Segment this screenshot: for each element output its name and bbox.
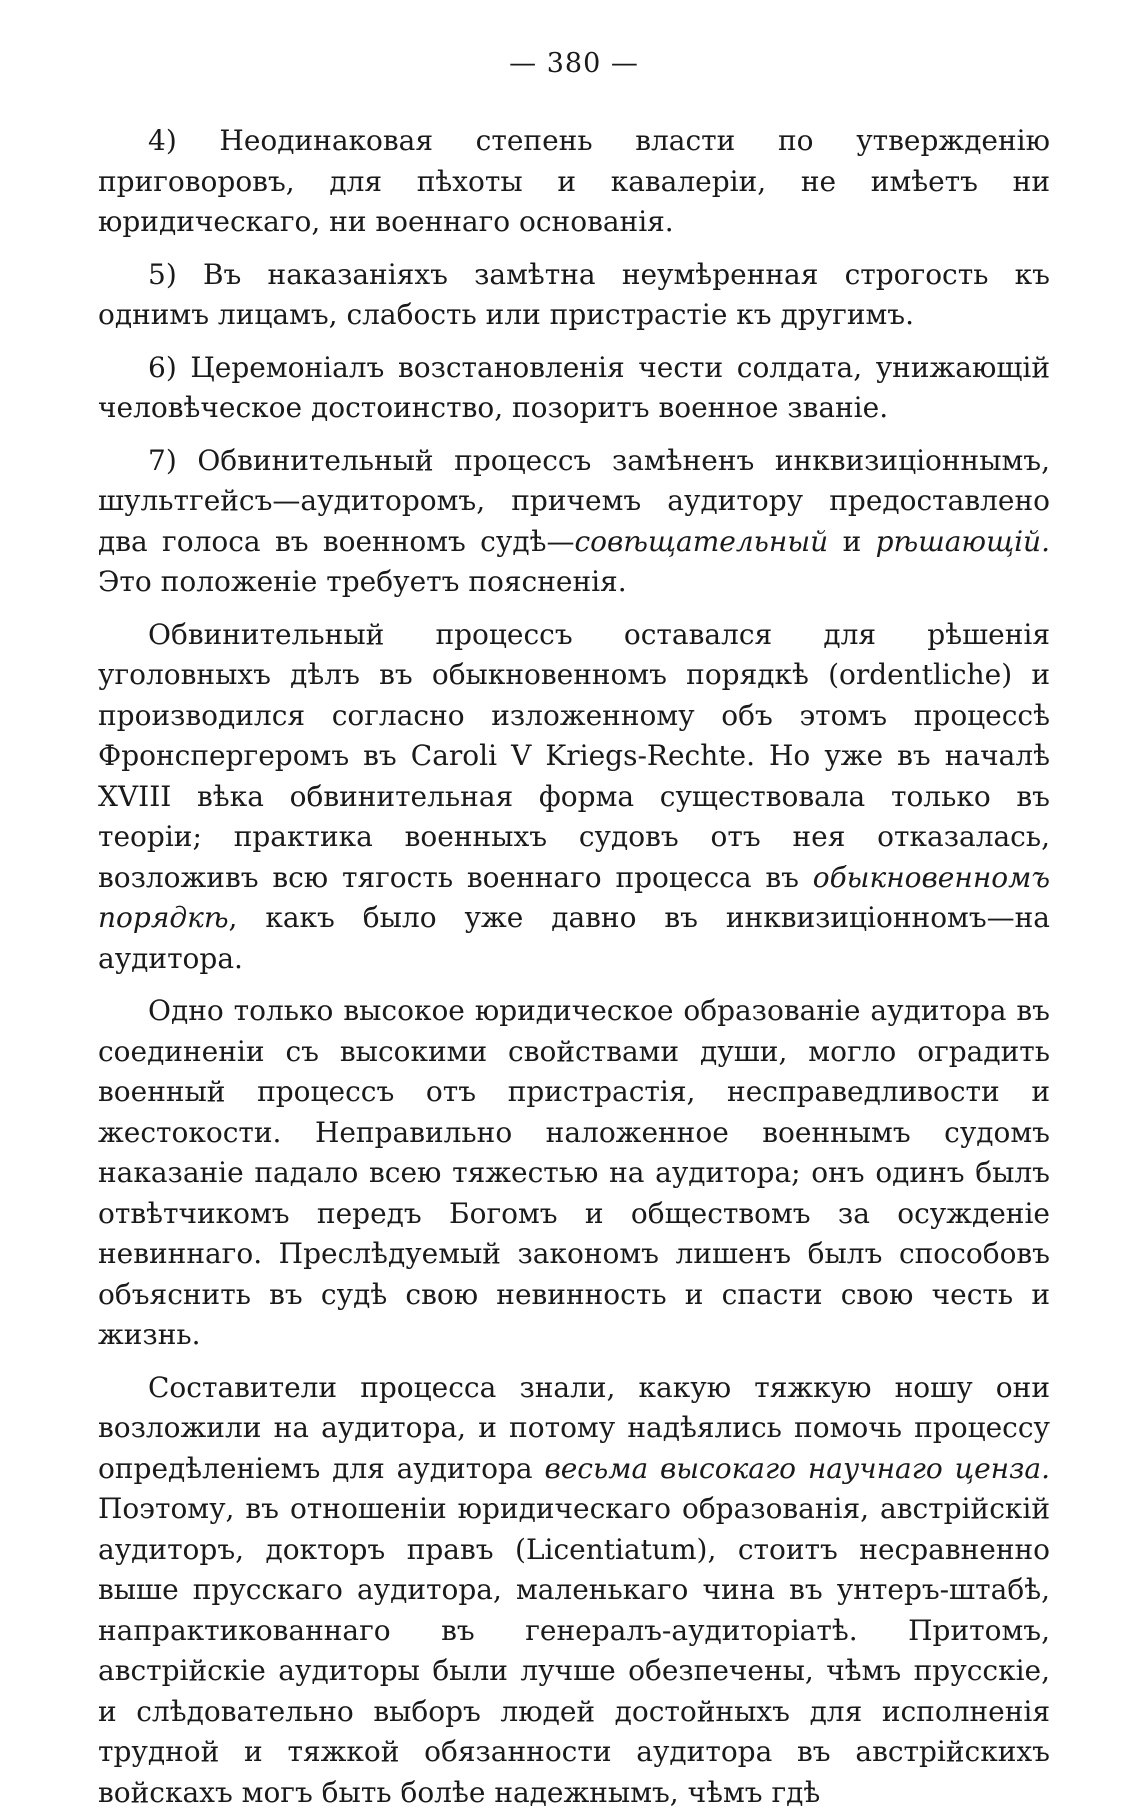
paragraph-3-text: Составители процесса знали, какую тяжкую ношу они возложили на аудитора, и потому надѣялись помочь процессу опредѣленіемъ для аудитора xyxy=(98,1371,1050,1485)
paragraph-1-text: Обвинительный процессъ оставался для рѣшенія уголовныхъ дѣлъ въ обыкновенномъ порядкѣ (ordentliche) и производился согласно изложенному объ этомъ процессѣ Фронспергеромъ въ Caroli V Kriegs-Rechte. Но уже въ началѣ XVIII вѣка обвинительная форма существовала только въ теоріи; практика военныхъ судовъ отъ нея отказалась, возложивъ всю тягость военнаго процесса въ xyxy=(98,618,1050,894)
list-item-7 xyxy=(98,441,1050,603)
paragraph-accusatory-process xyxy=(98,615,1050,980)
list-item-6: 6) Церемоніалъ возстановленія чести солдата, унижающій человѣческое достоинство, позоритъ военное званіе. xyxy=(98,348,1050,429)
list-item-5: 5) Въ наказаніяхъ замѣтна неумѣренная строгость къ однимъ лицамъ, слабость или пристрастіе къ другимъ. xyxy=(98,255,1050,336)
paragraph-3-tail: Поэтому, въ отношеніи юридическаго образованія, австрійскій аудиторъ, докторъ правъ (Licentiatum), стоитъ несравненно выше прусскаго аудитора, маленькаго чина въ унтеръ-штабѣ, напрактикованнаго въ генералъ-аудиторіатѣ. Притомъ, австрійскіе аудиторы были лучше обезпечены, чѣмъ прусскіе, и слѣдовательно выборъ людей достойныхъ для исполненія трудной и тяжкой обязанности аудитора въ австрійскихъ войскахъ могъ быть болѣе надежнымъ, чѣмъ гдѣ xyxy=(98,1492,1050,1809)
list-item-7-conjunction: и xyxy=(828,525,875,558)
paragraph-1-italic: обыкновенномъ порядкѣ xyxy=(98,861,1050,935)
page-number: — 380 — xyxy=(98,48,1050,79)
paragraph-3-italic: весьма высокаго научнаго ценза. xyxy=(544,1452,1050,1485)
paragraph-1-tail: , какъ было уже давно въ инквизиціонномъ—на аудитора. xyxy=(98,901,1050,975)
list-item-7-italic-advisory: совѣщательный xyxy=(574,525,828,558)
list-item-7-italic-deciding: рѣшающій. xyxy=(876,525,1050,558)
list-item-4: 4) Неодинаковая степень власти по утвержденію приговоровъ, для пѣхоты и кавалеріи, не имѣетъ ни юридическаго, ни военнаго основанія. xyxy=(98,121,1050,243)
list-item-7-tail: Это положеніе требуетъ поясненія. xyxy=(98,565,627,598)
paragraph-auditor-education: Одно только высокое юридическое образованіе аудитора въ соединеніи съ высокими свойствами души, могло оградить военный процессъ отъ пристрастія, несправедливости и жестокости. Неправильно наложенное военнымъ судомъ наказаніе падало всею тяжестью на аудитора; онъ одинъ былъ отвѣтчикомъ передъ Богомъ и обществомъ за осужденіе невиннаго. Преслѣдуемый закономъ лишенъ былъ способовъ объяснить въ судѣ свою невинность и спасти свою честь и жизнь. xyxy=(98,991,1050,1356)
list-item-7-text: 7) Обвинительный процессъ замѣненъ инквизиціоннымъ, шультгейсъ—аудиторомъ, причемъ аудитору предоставлено два голоса въ военномъ судѣ— xyxy=(98,444,1050,558)
paragraph-process-authors xyxy=(98,1368,1050,1813)
